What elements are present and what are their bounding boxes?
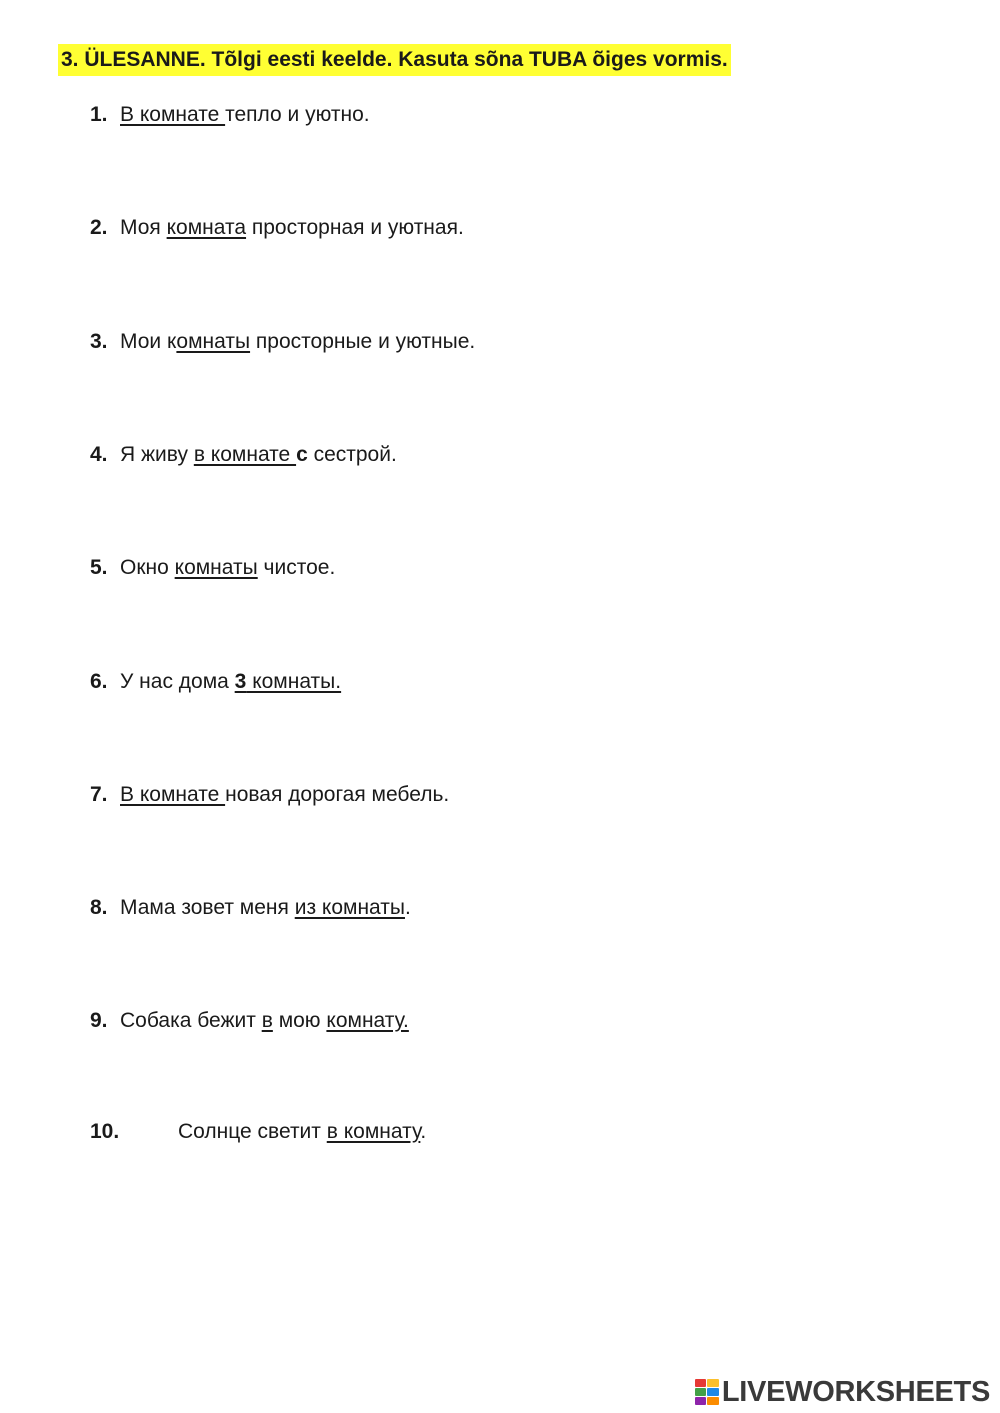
sentence-text: просторная и уютная. xyxy=(246,216,464,239)
sentence-item xyxy=(90,1006,409,1036)
sentence-item xyxy=(90,100,370,130)
liveworksheets-logo-icon xyxy=(695,1379,719,1405)
sentence-text: с xyxy=(296,443,308,466)
item-number: 6. xyxy=(90,670,108,693)
underlined-word: из комнаты xyxy=(294,896,405,919)
sentence-item xyxy=(90,667,341,697)
item-number: 3. xyxy=(90,330,108,353)
underlined-word: в xyxy=(261,1009,273,1032)
sentence-item xyxy=(90,553,335,583)
underlined-word: омнаты xyxy=(176,330,251,353)
item-number: 10. xyxy=(90,1120,120,1143)
sentence-text: Окно xyxy=(120,556,175,579)
sentence-text: новая дорогая мебель. xyxy=(225,783,450,806)
underlined-word: в комнате xyxy=(193,443,297,466)
sentence-item xyxy=(90,780,449,810)
sentence-text: мою xyxy=(272,1009,327,1032)
sentence-item xyxy=(90,327,475,357)
item-number: 9. xyxy=(90,1009,108,1032)
sentence-text: Солнце светит xyxy=(178,1120,327,1143)
item-number: 2. xyxy=(90,216,108,239)
sentence-text: сестрой. xyxy=(307,443,397,466)
underlined-word: комнаты xyxy=(174,556,258,579)
task-title: 3. ÜLESANNE. Tõlgi eesti keelde. Kasuta sõna TUBA õiges vormis. xyxy=(58,44,731,76)
item-number: 5. xyxy=(90,556,108,579)
sentence-item xyxy=(90,893,411,923)
sentence-text: Я живу xyxy=(120,443,194,466)
sentence-text: Моя xyxy=(120,216,167,239)
sentence-text: чистое. xyxy=(257,556,336,579)
item-number: 8. xyxy=(90,896,108,919)
sentence-item xyxy=(90,213,464,243)
sentence-item xyxy=(90,440,397,470)
underlined-word: В комнате xyxy=(120,103,226,126)
underlined-word: комната xyxy=(166,216,247,239)
underlined-word: В комнате xyxy=(120,783,226,806)
item-number: 7. xyxy=(90,783,108,806)
sentence-text: Мои к xyxy=(120,330,177,353)
sentence-text: . xyxy=(404,896,411,919)
underlined-word: 3 xyxy=(234,670,247,693)
liveworksheets-logo xyxy=(695,1372,990,1412)
sentence-text: просторные и уютные. xyxy=(250,330,476,353)
item-number: 1. xyxy=(90,103,108,126)
sentence-text: тепло и уютно. xyxy=(225,103,370,126)
sentence-text: У нас дома xyxy=(120,670,235,693)
underlined-word: комнаты. xyxy=(246,670,342,693)
underlined-word: комнату. xyxy=(326,1009,409,1032)
sentence-text: . xyxy=(420,1120,427,1143)
item-number: 4. xyxy=(90,443,108,466)
sentence-text: Мама зовет меня xyxy=(120,896,295,919)
sentence-text: Собака бежит xyxy=(120,1009,262,1032)
logo-text: LIVEWORKSHEETS xyxy=(721,1375,990,1408)
underlined-word: в комнату xyxy=(326,1120,421,1143)
sentence-item xyxy=(90,1117,426,1147)
